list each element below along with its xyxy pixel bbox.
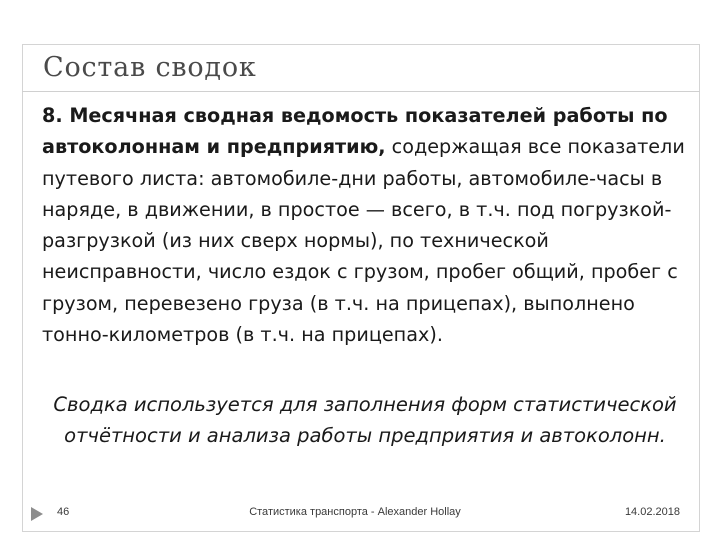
slide-number: 46 [57,506,70,518]
footer-caption: Статистика транспорта - Alexander Hollay [249,506,461,518]
body-regular-text: содержащая все показатели путевого листа: автомобиле-дни работы, автомобиле-часы в наряде, в движении, в простое — всего, в т.ч. под погрузкой-разгрузкой (из них сверх нормы), по технической неисправности, число ездок с грузом, пробег общий, пробег с грузом, перевезено груза (в т.ч. на прицепах), выполнено тонно-километров (в т.ч. на прицепах). [42,135,685,347]
footer-date: 14.02.2018 [624,506,680,518]
footer-triangle-icon [31,507,43,521]
slide-body-paragraph [42,100,690,350]
body-bold-heading: 8. Месячная сводная ведомость показателей работы по автоколоннам и предприятию, [42,104,668,159]
slide-title: Состав сводок [43,52,257,83]
italic-note: Сводка используется для заполнения форм статистической отчётности и анализа работы предприятия и автоколонн. [53,393,677,447]
title-divider [22,91,700,92]
